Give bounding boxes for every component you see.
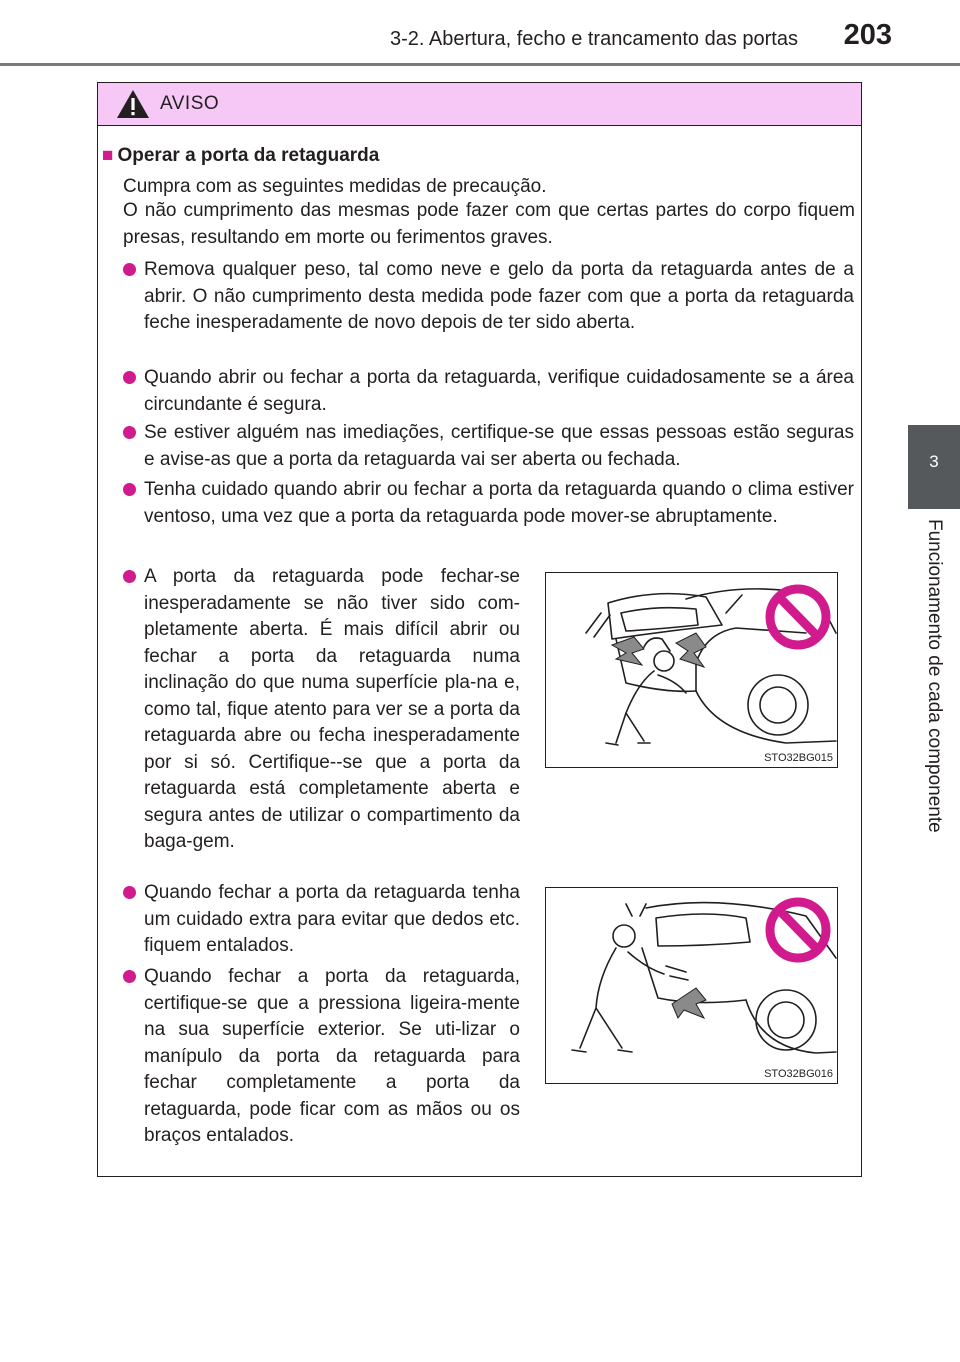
bullet-dot-icon — [123, 483, 136, 496]
chapter-number: 3 — [929, 452, 939, 471]
warning-header — [98, 83, 861, 126]
list-item — [144, 564, 520, 856]
intro-line-1: Cumpra com as seguintes medidas de precaução. — [123, 176, 547, 197]
section-heading — [102, 145, 379, 167]
square-bullet-icon: ■ — [102, 145, 114, 166]
list-item-text: A porta da retaguarda pode fechar-se inesperadamente se não tiver sido com-pletamente aberta. É mais difícil abrir ou fechar a porta da retaguarda numa inclinação do que numa superfície pla-na e, como tal, fique atento para ver se a porta da retaguarda abre ou fecha inesperadamente por si só. Certifique--se que a porta da retaguarda está completamente aberta e segura antes de utilizar o compartimento da baga-gem. — [144, 566, 520, 852]
warning-title: AVISO — [160, 93, 220, 114]
warning-triangle-icon — [116, 89, 150, 119]
list-item-text: Tenha cuidado quando abrir ou fechar a porta da retaguarda quando o clima estiver ventoso, uma vez que a porta da retaguarda pode mover-se abruptamente. — [144, 479, 854, 527]
list-item-text: Remova qualquer peso, tal como neve e gelo da porta da retaguarda antes de a abrir. O não cumprimento desta medida pode fazer com que a porta da retaguarda feche inesperadamente de novo depois de ter sido aberta. — [144, 259, 854, 333]
illustration-tailgate-closing — [545, 572, 838, 768]
prohibited-icon — [770, 902, 826, 958]
list-item — [144, 880, 520, 960]
chapter-tab — [908, 425, 960, 509]
chapter-title: Funcionamento de cada componente — [924, 519, 945, 833]
bullet-dot-icon — [123, 970, 136, 983]
car-rear-illustration — [546, 573, 837, 767]
list-item — [144, 365, 854, 418]
list-item — [144, 477, 854, 530]
list-item — [144, 964, 520, 1150]
figure-code: STO32BG016 — [764, 1068, 833, 1080]
car-rear-illustration — [546, 888, 837, 1083]
bullet-dot-icon — [123, 371, 136, 384]
figure-code: STO32BG015 — [764, 752, 833, 764]
intro-line-2: O não cumprimento das mesmas pode fazer com que certas partes do corpo fiquem presas, resultando em morte ou ferimentos graves. — [123, 200, 855, 248]
header-rule — [0, 63, 960, 66]
section-title: 3-2. Abertura, fecho e trancamento das portas — [389, 28, 798, 50]
bullet-dot-icon — [123, 263, 136, 276]
prohibited-icon — [770, 589, 826, 645]
list-item-text: Quando fechar a porta da retaguarda tenha um cuidado extra para evitar que dedos etc. fiquem entalados. — [144, 882, 520, 956]
list-item — [144, 257, 854, 337]
bullet-dot-icon — [123, 426, 136, 439]
list-item-text: Se estiver alguém nas imediações, certifique-se que essas pessoas estão seguras e avise-as que a porta da retaguarda vai ser aberta ou fechada. — [144, 422, 854, 470]
bullet-dot-icon — [123, 886, 136, 899]
chapter-label-area — [908, 509, 960, 879]
list-item-text: Quando fechar a porta da retaguarda, certifique-se que a pressiona ligeira-mente na sua superfície exterior. Se uti-lizar o manípulo da porta da retaguarda para fechar completamente a porta da retaguarda, pode ficar com as mãos ou os braços entalados. — [144, 966, 520, 1146]
page-number: 203 — [843, 19, 892, 51]
list-item-text: Quando abrir ou fechar a porta da retaguarda, verifique cuidadosamente se a área circundante é segura. — [144, 367, 854, 415]
bullet-dot-icon — [123, 570, 136, 583]
illustration-tailgate-fingers — [545, 887, 838, 1084]
section-heading-text: Operar a porta da retaguarda — [117, 145, 380, 166]
list-item — [144, 420, 854, 473]
